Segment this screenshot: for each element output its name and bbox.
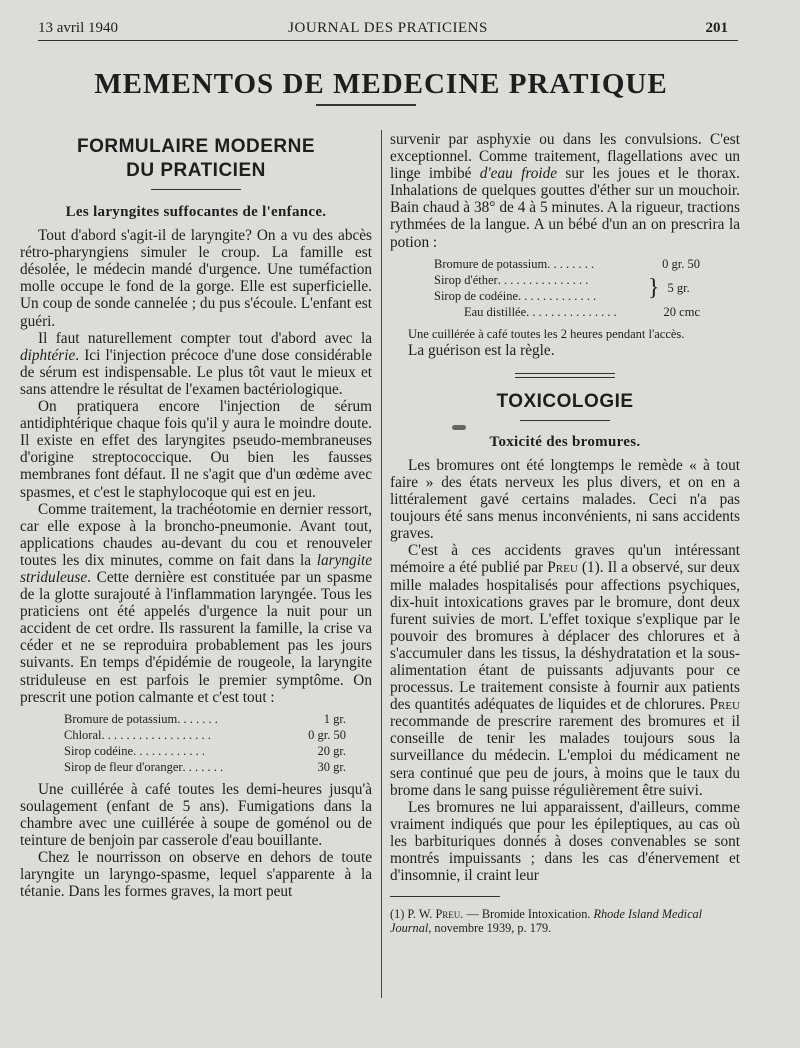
emphasis: diphtérie [20,346,76,364]
right-column [390,131,740,935]
journal-title: JOURNAL DES PRATICIENS [288,20,488,36]
prescription-item: Bromure de potassium . . . . . . . 1 gr. [64,711,346,726]
section-rule [520,420,610,421]
prescription-item: Chloral . . . . . . . . . . . . . . . . . . 0 gr. 50 [64,727,346,742]
paragraph: Chez le nourrisson on observe en dehors de toute laryngite un laryngo-spasme, lequel s'apparente à la tétanie. Dans les formes graves, la mort peut [20,849,372,901]
page-header [38,18,738,41]
paragraph: C'est à ces accidents graves qu'un intéressant mémoire a été publié par Preu (1). Il a observé, sur deux mille malades hospitalisés pour affections psychiques, dix-huit intoxications graves par le bromure, dont deux furent suivies de mort. L'effet toxique s'explique par le pouvoir des bromures à déplacer des chlorures et à s'accumuler dans les tissus, la déshydratation et la sous-alimentation étant de puissants adjuvants pour ce processus. Le traitement consiste à fournir aux patients des quantités adéquates de liquides et de chlorures. Preu recommande de prescrire rarement des bromures et il conseille de tenir les malades toujours sous la surveillance du médecin. L'emploi du médicament ne sera continué que peu de jours, à moins que le taux du brome dans le sang puisse régulièrement être suivi. [390,542,740,799]
prescription-list [434,256,700,320]
page-number: 201 [705,20,728,36]
brace-symbol: } [648,274,660,301]
paragraph: Il faut naturellement compter tout d'abord avec la diphtérie. Ici l'injection précoce d'une dose considérable de sérum est indispensable. Le plus tôt vaut le mieux et sans attendre le résultat de l'examen bactériologique. [20,329,372,398]
paragraph: Tout d'abord s'agit-il de laryngite? On a vu des abcès rétro-pharyngiens simuler le croup. La famille est désolée, le médecin mandé d'urgence. Une tuméfaction molle occupe le fond de la gorge. Elle est superficielle. Un coup de sonde cannelée ; du pus s'écoule. L'enfant est guéri. [20,227,372,330]
author-name: Preu [709,696,740,714]
prescription-item: Sirop de fleur d'oranger . . . . . . . 30 gr. [64,759,346,774]
emphasis: d'eau froide [479,165,558,183]
prescription-item: Sirop d'éther . . . . . . . . . . . . . . . [434,272,589,287]
paragraph: Les bromures ne lui apparaissent, d'ailleurs, comme vraiment indiqués que pour les épileptiques, au cas où les barbituriques donnés à doses convenables se sont montrés impuissants ; dans les cas d'énervement et d'insomnie, il craint leur [390,798,740,885]
emphasis: laryngite striduleuse [20,551,372,586]
footnote-rule [390,896,500,897]
prescription-item: Sirop de codéine . . . . . . . . . . . . . [434,288,597,303]
footnote: (1) P. W. Preu. — Bromide Intoxication. Rhode Island Medical Journal, novembre 1939, p. 179. [390,907,703,936]
section-heading-toxicologie: TOXICOLOGIE [496,390,634,412]
section-rule [151,189,241,190]
paragraph: Une cuillérée à café toutes les demi-heures jusqu'à soulagement (enfant de 5 ans). Fumigations dans la chambre avec une cuillérée à soupe de goménol ou de teinture de benjoin par casserole d'eau bouillante. [20,780,372,849]
prescription-item: Eau distillée . . . . . . . . . . . . . . . 20 cmc [464,304,700,319]
title-rule [316,104,416,106]
paragraph: On pratiquera encore l'injection de sérum antidiphtérique chaque fois qu'il y aura le moindre doute. Il existe en effet des laryngites pseudo-membraneuses d'origine streptococcique. Ou bien les fausses membranes font défaut. Il ne s'agit que d'un œdème avec spasmes, et c'est le staphylocoque qui est en jeu. [20,398,372,501]
journal-citation: Rhode Island Medical Journal [390,907,703,936]
prescription-item: Sirop codéine . . . . . . . . . . . . 20 gr. [64,743,346,758]
prescription-item: Bromure de potassium . . . . . . . . 0 gr. 50 [434,256,700,271]
page-title: MEMENTOS DE MEDECINE PRATIQUE [94,68,668,100]
section-heading-line-2: DU PRATICIEN [126,160,266,181]
article-subheading: Les laryngites suffocantes de l'enfance. [65,204,327,220]
issue-date: 13 avril 1940 [38,20,118,36]
left-column [20,133,372,900]
author-name: Preu [435,907,461,922]
section-heading-line-1: FORMULAIRE MODERNE [76,136,316,157]
article-subheading: Toxicité des bromures. [489,433,641,450]
braced-dose: 5 gr. [667,280,690,295]
paragraph: survenir par asphyxie ou dans les convulsions. C'est exceptionnel. Comme traitement, flagellations avec un linge imbibé d'eau froide sur les joues et le thorax. Inhalations de quelques gouttes d'éther sur un mouchoir. Bain chaud à 38° de 4 à 5 minutes. A la rigueur, tractions rythmées de la langue. A un bébé d'un an on prescrira la potion : [390,131,740,251]
paragraph: Les bromures ont été longtemps le remède « à tout faire » des états nerveux les plus divers, et on en a littéralement gavé certains malades. Ceci n'a pas toujours été sans menus inconvénients, ni sans accidents graves. [390,456,740,543]
print-mark [452,425,466,430]
section-separator [515,373,615,378]
paragraph: Comme traitement, la trachéotomie en dernier ressort, car elle expose à la broncho-pneumonie. Avant tout, applications chaudes au-devant du cou et renouveler toutes les dix minutes, comme on fait dans la laryngite striduleuse. Cette dernière est constituée par un spasme de la glotte surajouté à l'inflammation laryngée. Tous les praticiens ont été appelés d'urgence la nuit pour un accident de cet ordre. Ils rassurent la famille, la crise va céder et ne se reproduira probablement pas les jours suivants. En temps d'épidémie de rougeole, la laryngite striduleuse en est parfois le premier symptôme. On prescrit une potion calmante et c'est tout : [20,500,372,706]
author-name: Preu [547,559,578,577]
paragraph: La guérison est la règle. [408,341,555,359]
dosage-note: Une cuillérée à café toutes les 2 heures pendant l'accès. [408,326,685,341]
braced-group [434,272,700,304]
prescription-list [64,711,346,775]
column-divider [381,130,382,998]
section-heading-formulaire [20,135,372,183]
